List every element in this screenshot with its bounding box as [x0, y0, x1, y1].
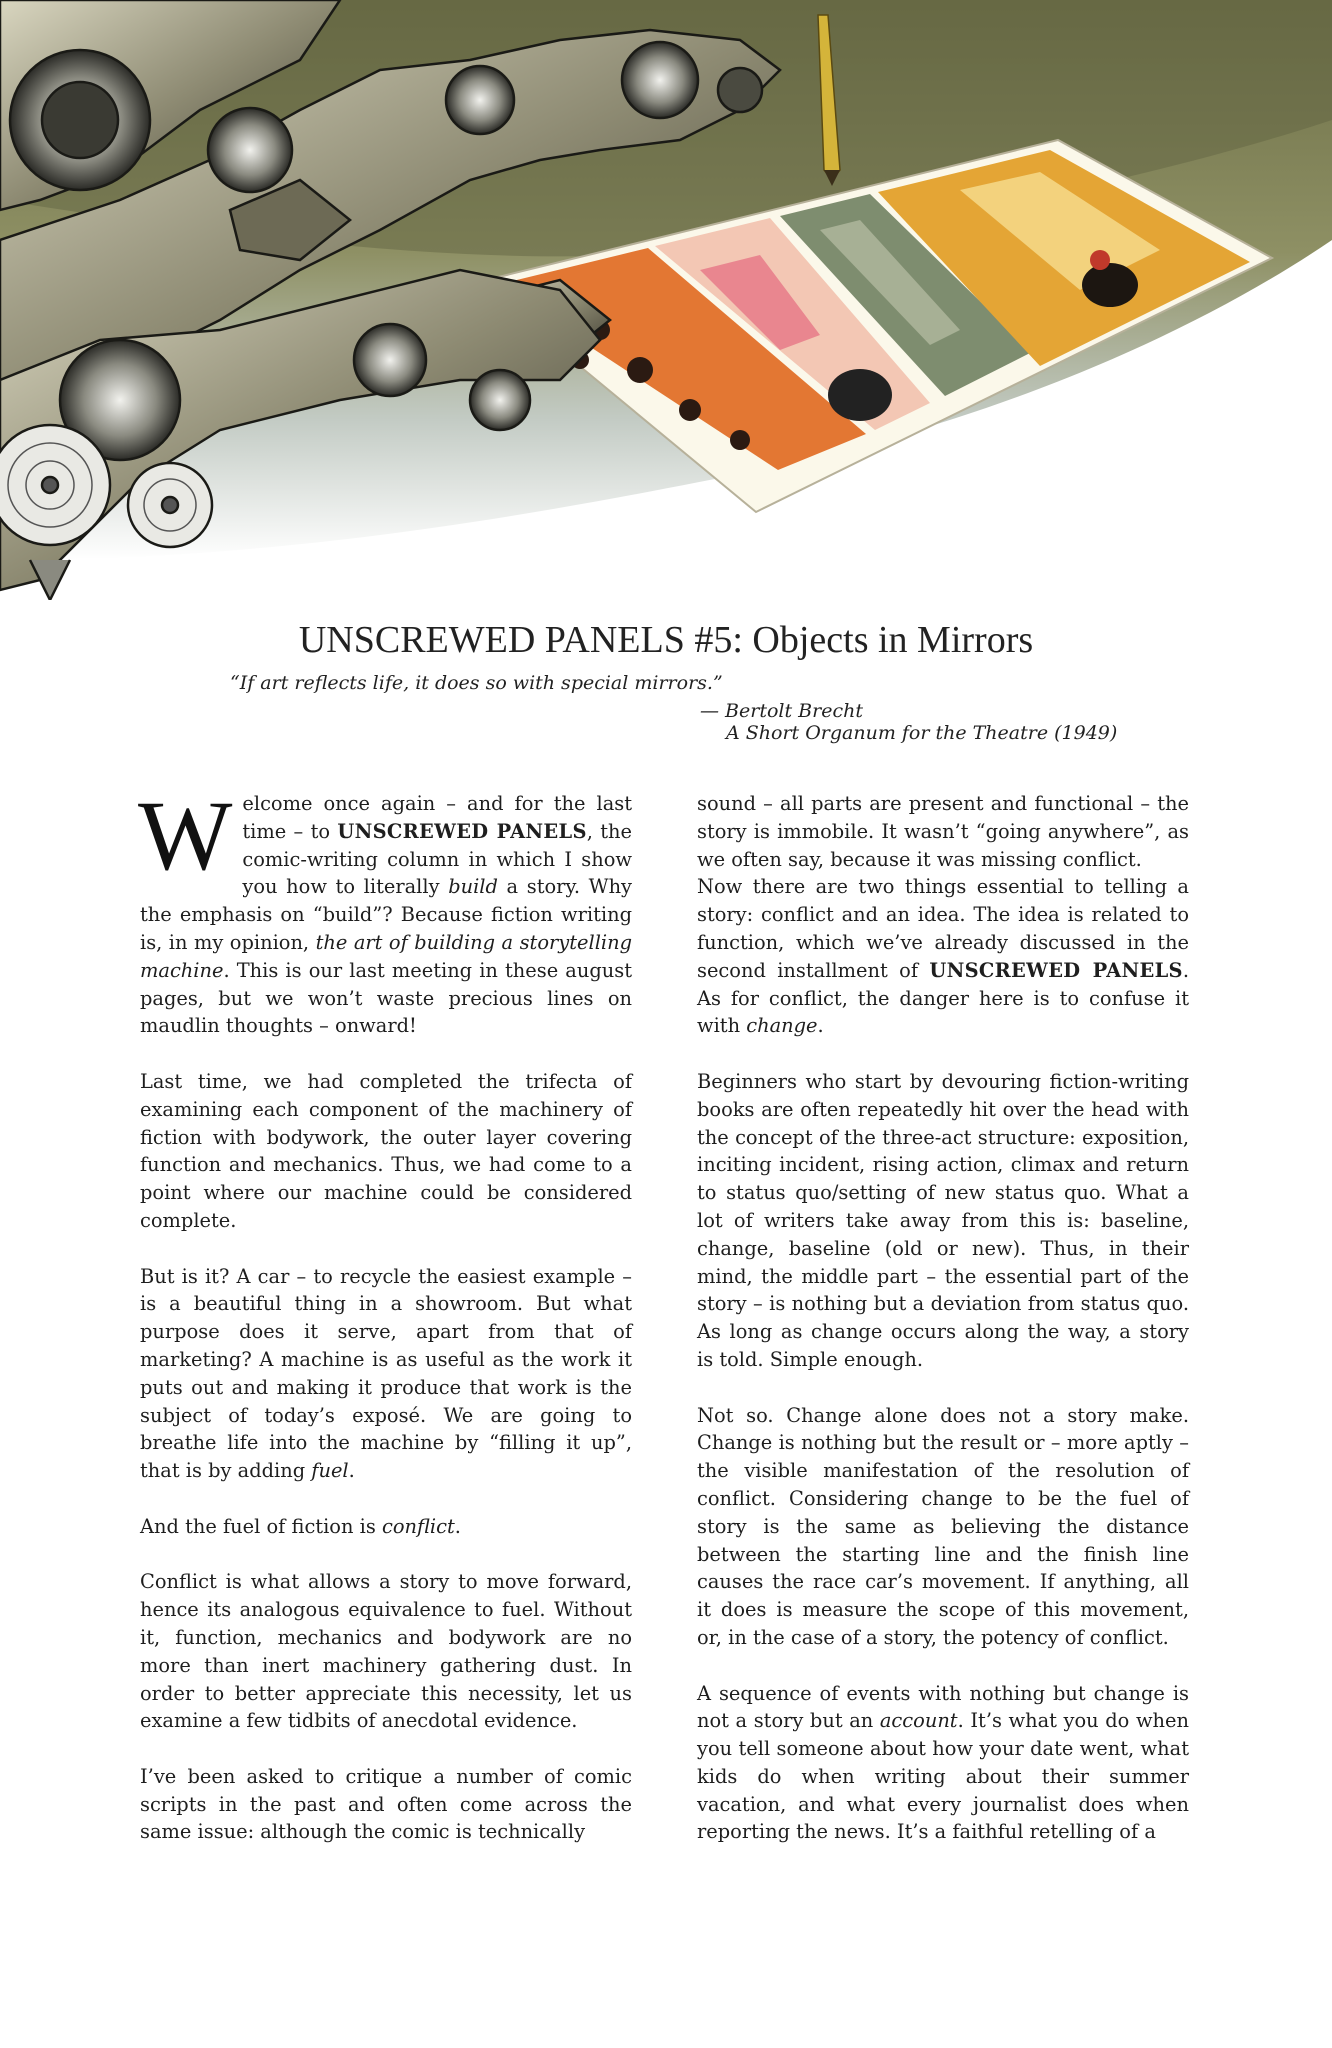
text-run: elcome once again – and for the last time – to — [242, 792, 632, 843]
paragraph: Conflict is what allows a story to move forward, hence its analogous equivalence to fuel. Without it, function, mechanics and bodywork are no more than inert machinery gathering dust. In order to better appreciate this necessity, let us examine a few tidbits of anecdotal evidence. — [140, 1570, 632, 1733]
text-run: A sequence of events with nothing but change is not a story but an — [697, 1681, 1189, 1733]
emphasis-text: build — [448, 875, 498, 899]
text-run: But is it? A car – to recycle the easiest example – is a beautiful thing in a showroom. But what purpose does it serve, apart from that of marketing? A machine is as useful as the work it puts out and making it produce that work is the subject of today’s exposé. We are going to breathe life into the machine by “filling it up”, that is by adding — [140, 1264, 632, 1483]
paragraph: Beginners who start by devouring fiction-writing books are often repeatedly hit over the head with the concept of the three-act structure: exposition, inciting incident, rising action, climax and return to status quo/setting of new status quo. What a lot of writers take away from this is: baseline, change, baseline (old or new). Thus, in their mind, the middle part – the essential part of the story – is nothing but a deviation from status quo. As long as change occurs along the way, a story is told. Simple enough. — [697, 1069, 1189, 1371]
paragraph — [140, 1513, 632, 1541]
paragraph — [140, 1263, 632, 1485]
text-run: . — [817, 1014, 824, 1038]
epigraph-author: — Bertolt Brecht — [700, 700, 863, 722]
paragraph: Last time, we had completed the trifecta of examining each component of the machinery of fiction with bodywork, the outer layer covering function and mechanics. Thus, we had come to a point where our machine could be considered complete. — [140, 1069, 632, 1232]
header-illustration — [0, 0, 1332, 600]
emphasis-text: the art of building a storytelling machine — [140, 930, 633, 982]
paragraph — [697, 1680, 1189, 1847]
emphasis-text: fuel — [311, 1459, 349, 1483]
article-title: UNSCREWED PANELS #5: Objects in Mirrors — [298, 619, 1034, 661]
right-column — [697, 790, 1189, 1846]
text-run: . This is our last meeting in these august pages, but we won’t waste precious lines on maudlin thoughts – onward! — [140, 958, 632, 1038]
paragraph: sound – all parts are present and functional – the story is immobile. It wasn’t “going anywhere”, as we often say, because it was missing conflict. — [697, 792, 1189, 871]
paragraph — [697, 873, 1189, 1040]
text-run: . It’s what you do when you tell someone about how your date went, what kids do when writing about their summer vacation, and what every journalist does when reporting the news. It’s a faithful retelling of a — [697, 1709, 1189, 1844]
text-run: Now there are two things essential to telling a story: conflict and an idea. The idea is related to function, which we’ve already discussed in the second installment of — [697, 875, 1189, 982]
text-run: And the fuel of fiction is — [140, 1514, 382, 1538]
left-column — [138, 780, 633, 1846]
text-run: . As for conflict, the danger here is to confuse it with — [697, 958, 1189, 1038]
paragraph: I’ve been asked to critique a number of comic scripts in the past and often come across the same issue: although the comic is technically — [140, 1764, 632, 1844]
emphasis-text: account — [879, 1709, 958, 1733]
text-run: . — [454, 1514, 461, 1538]
drop-cap: W — [138, 780, 233, 891]
text-run: . — [348, 1459, 355, 1483]
emphasis-text: change — [746, 1014, 818, 1038]
column-name-bold: UNSCREWED PANELS — [929, 958, 1183, 982]
epigraph-source: A Short Organum for the Theatre (1949) — [726, 722, 1118, 744]
paragraph: Not so. Change alone does not a story make. Change is nothing but the result or – more aptly – the visible manifestation of the resolution of conflict. Considering change to be the fuel of story is the same as believing the distance between the starting line and the finish line causes the race car’s movement. If anything, all it does is measure the scope of this movement, or, in the case of a story, the potency of conflict. — [697, 1403, 1189, 1649]
emphasis-text: conflict — [381, 1514, 455, 1538]
column-name-bold: UNSCREWED PANELS — [337, 819, 587, 843]
text-run: a story. Why the emphasis on “build”? Because fiction writing is, in my opinion, — [140, 875, 633, 954]
epigraph — [230, 672, 1130, 744]
paragraph-intro — [138, 780, 633, 1040]
text-run: , the comic-writing column in which I show you how to literally — [242, 819, 632, 899]
epigraph-quote: “If art reflects life, it does so with special mirrors.” — [230, 672, 723, 694]
